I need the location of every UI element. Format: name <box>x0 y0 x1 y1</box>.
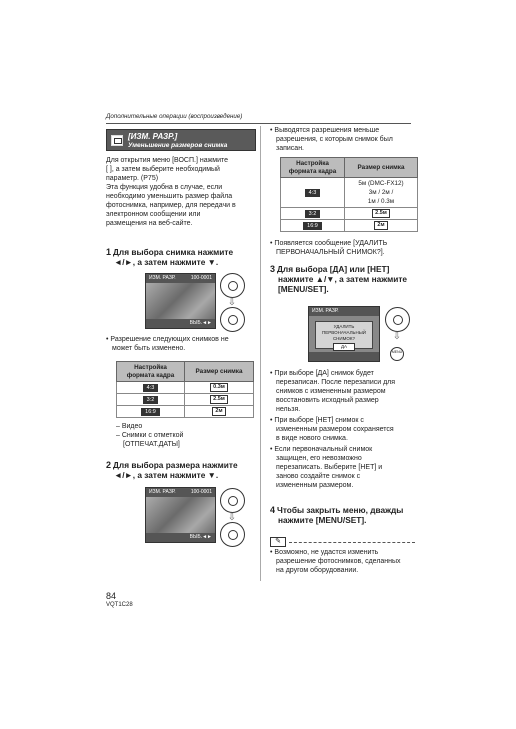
dpad-icon <box>220 273 245 298</box>
menu-set-button-icon: MENU <box>390 347 404 361</box>
screen-top-bar: ИЗМ. РАЗР. 100-0001 <box>146 274 215 283</box>
step-3: 3 Для выбора [ДА] или [НЕТ] нажмите ▲/▼, а затем нажмите [MENU/SET]. <box>270 264 408 294</box>
camera-screen-step2 <box>145 487 216 543</box>
size-table-left <box>116 361 254 418</box>
bullet-protected-note: • Если первоначальный снимок защищен, его невозможно перезаписать. Выберите [НЕТ] и заново создайте снимок с измененным размером. <box>270 446 383 489</box>
camera-screen-step3 <box>308 306 380 362</box>
column-divider <box>260 126 261 581</box>
bullet-smaller-resolutions: • Выводятся разрешения меньше разрешения, с которым снимок был записан. <box>270 127 393 152</box>
size-table-right <box>280 157 418 232</box>
section-header: Дополнительные операции (воспроизведение) <box>106 113 243 120</box>
bullet-delete-message: • Появляется сообщение [УДАЛИТЬ ПЕРВОНАЧАЛЬНЫЙ СНИМОК?]. <box>270 240 388 256</box>
resize-icon <box>111 135 123 146</box>
step-2: 2 Для выбора размера нажмите ◄/►, а затем нажмите ▼. <box>106 460 238 480</box>
note-text: • Возможно, не удастся изменить разрешение фотоснимков, сделанных на другом оборудовании. <box>270 549 401 574</box>
table-row: 3:2 2.5м <box>117 394 254 406</box>
table-header: Размер снимка <box>185 362 254 382</box>
table-row: 3:2 2.5м <box>281 208 418 220</box>
screen-top-bar: ИЗМ. РАЗР. 100-0001 <box>146 488 215 497</box>
arrow-down-icon: ⇩ <box>392 331 402 342</box>
page-number: 84 <box>106 591 117 601</box>
table-header: Размер снимка <box>345 158 418 178</box>
bullet-resize-note: • Разрешение следующих снимков не может быть изменено. <box>106 336 229 352</box>
table-row: 16:9 2м <box>117 406 254 418</box>
step-4: 4 Чтобы закрыть меню, дважды нажмите [MENU/SET]. <box>270 505 404 525</box>
intro-paragraph: Для открытия меню [ВОСП.] нажмите [ ], а затем выберите необходимый параметр. (P75) Эта функция удобна в случае, если необходимо уменьшить размер файла фотоснимка, например, для передачи в электронном сообщении или размещения на веб-сайте. <box>106 157 236 227</box>
confirm-dialog: УДАЛИТЬ ПЕРВОНАЧАЛЬНЫЙ СНИМОК? ДА <box>315 321 373 349</box>
bullet-no-note: • При выборе [НЕТ] снимок с измененным размером сохраняется в виде нового снимка. <box>270 417 394 442</box>
arrow-down-icon: ⇩ <box>227 297 237 308</box>
arrow-down-icon: ⇩ <box>227 512 237 523</box>
doc-code: VQT1C28 <box>106 602 133 608</box>
dpad-icon <box>220 522 245 547</box>
note-icon: ✎ <box>270 537 286 547</box>
bullet-yes-note: • При выборе [ДА] снимок будет перезаписан. После перезаписи для снимков с измененным размером восстановить исходный размер нельзя. <box>270 370 396 413</box>
header-rule <box>106 123 411 124</box>
screen-bottom-bar <box>309 352 379 361</box>
table-row: 4:3 5м (DMC-FX12) 3м / 2м / 1м / 0.3м <box>281 178 418 208</box>
dpad-icon <box>385 307 410 332</box>
yes-option[interactable]: ДА <box>333 343 355 351</box>
dpad-icon <box>220 488 245 513</box>
table-row: 16:9 2м <box>281 220 418 232</box>
title-box-subtitle: Уменьшение размеров снимка <box>128 142 228 149</box>
dpad-icon <box>220 307 245 332</box>
table-header: Настройка формата кадра <box>281 158 345 178</box>
screen-bottom-bar: ВЫБ.◄► <box>146 319 215 328</box>
title-box-title: [ИЗМ. РАЗР.] <box>128 132 178 141</box>
screen-top-bar: ИЗМ. РАЗР. <box>309 307 379 316</box>
title-box <box>106 129 256 151</box>
camera-screen-step1 <box>145 273 216 329</box>
note-divider <box>289 542 415 543</box>
table-header: Настройка формата кадра <box>117 362 185 382</box>
table-row: 4:3 0.3м <box>117 382 254 394</box>
excluded-list: – Видео – Снимки с отметкой [ОТПЕЧАТ.ДАТЫ] <box>116 423 184 448</box>
step-1: 1 Для выбора снимка нажмите ◄/►, а затем нажмите ▼. <box>106 247 234 267</box>
screen-bottom-bar: ВЫБ.◄► <box>146 533 215 542</box>
